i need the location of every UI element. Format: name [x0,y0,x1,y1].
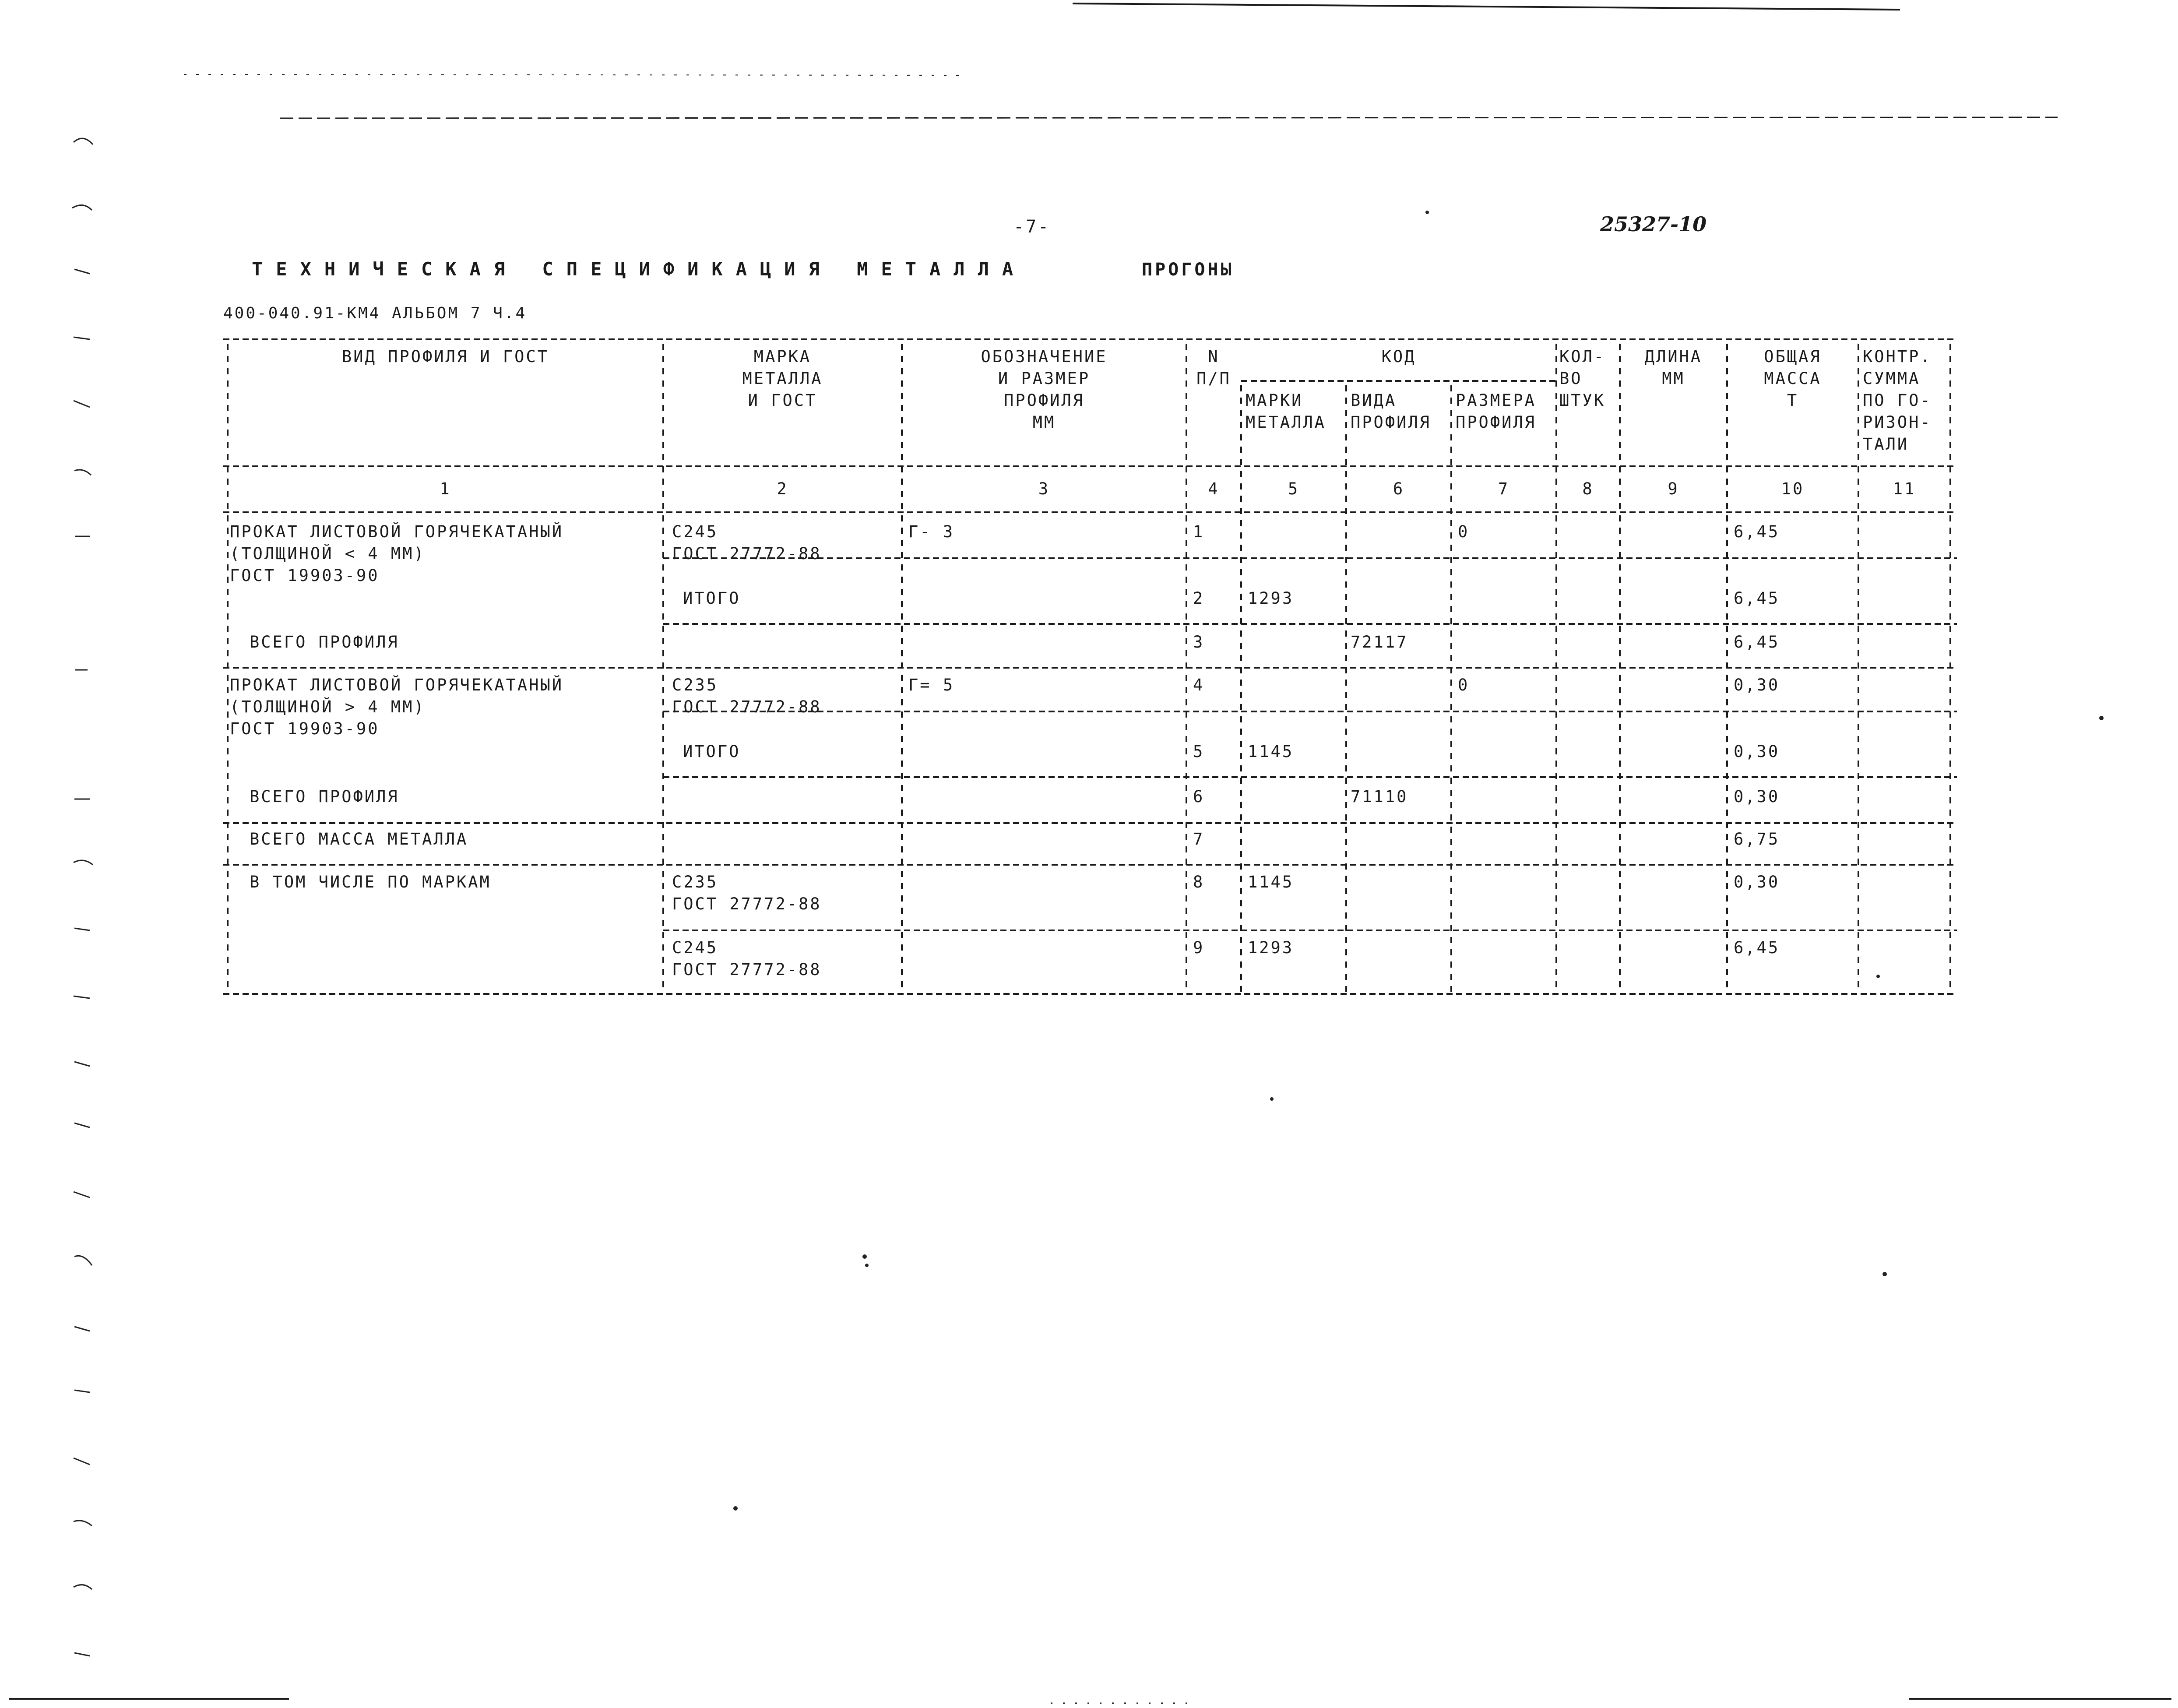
metal-mark: С245 ГОСТ 27772-88 [672,938,822,979]
col-number: 11 [1893,479,1916,498]
metal-mark: С235 ГОСТ 27772-88 [672,873,822,913]
album-reference: 400-040.91-КМ4 АЛЬБОМ 7 Ч.4 [223,304,527,322]
metal-mark: С245 ГОСТ 27772-88 [672,522,822,563]
page-subtitle: ПРОГОНЫ [1142,260,1234,280]
col-number: 6 [1393,479,1405,498]
col-number: 2 [777,479,788,498]
col-number: 8 [1582,479,1594,498]
header-size: ОБОЗНАЧЕНИЕ И РАЗМЕР ПРОФИЛЯ ММ [981,347,1108,432]
vsego-profile-label: ВСЕГО ПРОФИЛЯ [250,633,399,652]
kod-mark-value: 1145 [1248,873,1294,891]
header-checksum: КОНТР. СУММА ПО ГО- РИЗОН- ТАЛИ [1863,347,1932,454]
row-number: 9 [1193,938,1205,957]
col-number: 3 [1038,479,1050,498]
header-kod: КОД [1381,347,1416,366]
col-number: 1 [440,479,451,498]
row-number: 4 [1193,676,1205,694]
header-length: ДЛИНА ММ [1644,347,1703,388]
row-number: 1 [1193,522,1205,541]
col-number: 9 [1668,479,1679,498]
header-mark: МАРКА МЕТАЛЛА И ГОСТ [742,347,823,410]
profile-description: ПРОКАТ ЛИСТОВОЙ ГОРЯЧЕКАТАНЫЙ (ТОЛЩИНОЙ < 4 ММ) ГОСТ 19903-90 [230,522,564,585]
kod-mark-value: 1293 [1248,589,1294,608]
kod-mark-value: 1145 [1248,742,1294,761]
profile-size: Г= 5 [908,676,955,694]
mass-value: 6,45 [1734,633,1780,652]
mass-value: 0,30 [1734,787,1780,806]
itogo-label: ИТОГО [683,742,741,761]
mass-value: 6,75 [1734,830,1780,849]
kod-size-value: 0 [1458,676,1470,694]
itogo-label: ИТОГО [683,589,741,608]
document-number: 25327-10 [1600,212,1707,236]
header-kod-mark: МАРКИ МЕТАЛЛА [1246,391,1326,432]
header-kod-view: ВИДА ПРОФИЛЯ [1351,391,1431,432]
col-number: 4 [1208,479,1220,498]
kod-size-value: 0 [1458,522,1470,541]
total-mass-label: ВСЕГО МАССА МЕТАЛЛА [250,830,468,849]
mass-value: 0,30 [1734,676,1780,694]
kod-view-value: 72117 [1351,633,1408,652]
kod-view-value: 71110 [1351,787,1408,806]
metal-mark: С235 ГОСТ 27772-88 [672,676,822,716]
page-title: ТЕХНИЧЕСКАЯ СПЕЦИФИКАЦИЯ МЕТАЛЛА [252,258,1027,280]
mass-value: 6,45 [1734,522,1780,541]
row-number: 2 [1193,589,1205,608]
mass-value: 6,45 [1734,589,1780,608]
mass-value: 6,45 [1734,938,1780,957]
by-marks-label: В ТОМ ЧИСЛЕ ПО МАРКАМ [250,873,491,891]
header-profile: ВИД ПРОФИЛЯ И ГОСТ [342,347,549,366]
kod-mark-value: 1293 [1248,938,1294,957]
header-n: N П/П [1196,347,1231,388]
vsego-profile-label: ВСЕГО ПРОФИЛЯ [250,787,399,806]
row-number: 8 [1193,873,1205,891]
col-number: 5 [1288,479,1300,498]
mass-value: 0,30 [1734,742,1780,761]
mass-value: 0,30 [1734,873,1780,891]
header-mass: ОБЩАЯ МАССА Т [1764,347,1822,410]
profile-description: ПРОКАТ ЛИСТОВОЙ ГОРЯЧЕКАТАНЫЙ (ТОЛЩИНОЙ > 4 ММ) ГОСТ 19903-90 [230,676,564,738]
header-count: КОЛ- ВО ШТУК [1559,347,1606,410]
row-number: 3 [1193,633,1205,652]
page-number: -7- [1013,217,1051,237]
col-number: 7 [1498,479,1510,498]
row-number: 7 [1193,830,1205,849]
header-kod-size: РАЗМЕРА ПРОФИЛЯ [1456,391,1536,432]
row-number: 6 [1193,787,1205,806]
col-number: 10 [1781,479,1805,498]
row-number: 5 [1193,742,1205,761]
profile-size: Г- 3 [908,522,955,541]
